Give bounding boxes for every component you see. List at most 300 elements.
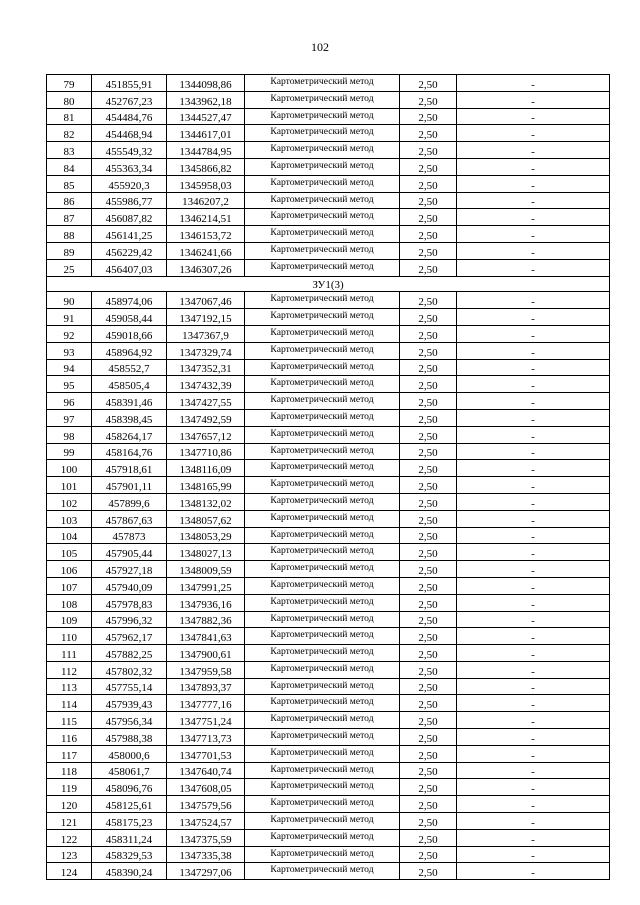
y-coordinate-cell: 1347352,31 [167,359,245,376]
table-row [47,376,610,393]
x-coordinate-cell: 458000,6 [92,745,167,762]
method-cell: Картометрический метод [245,762,400,779]
table-row [47,527,610,544]
y-coordinate-cell: 1347701,53 [167,745,245,762]
table-row [47,443,610,460]
table-row [47,661,610,678]
y-coordinate-cell: 1347608,05 [167,779,245,796]
note-cell: - [457,108,610,125]
y-coordinate-cell: 1346153,72 [167,226,245,243]
accuracy-cell: 2,50 [400,712,457,729]
note-cell: - [457,259,610,276]
point-number-cell: 114 [47,695,92,712]
x-coordinate-cell: 454468,94 [92,125,167,142]
note-cell: - [457,242,610,259]
y-coordinate-cell: 1348116,09 [167,460,245,477]
x-coordinate-cell: 458391,46 [92,393,167,410]
table-row [47,175,610,192]
x-coordinate-cell: 452767,23 [92,91,167,108]
point-number-cell: 96 [47,393,92,410]
note-cell: - [457,209,610,226]
method-cell: Картометрический метод [245,829,400,846]
x-coordinate-cell: 456087,82 [92,209,167,226]
x-coordinate-cell: 458264,17 [92,426,167,443]
accuracy-cell: 2,50 [400,695,457,712]
y-coordinate-cell: 1346214,51 [167,209,245,226]
point-number-cell: 110 [47,628,92,645]
y-coordinate-cell: 1347432,39 [167,376,245,393]
x-coordinate-cell: 458552,7 [92,359,167,376]
point-number-cell: 97 [47,409,92,426]
x-coordinate-cell: 458164,76 [92,443,167,460]
x-coordinate-cell: 454484,76 [92,108,167,125]
note-cell: - [457,142,610,159]
x-coordinate-cell: 457940,09 [92,577,167,594]
method-cell: Картометрический метод [245,510,400,527]
y-coordinate-cell: 1348132,02 [167,493,245,510]
y-coordinate-cell: 1347893,37 [167,678,245,695]
method-cell: Картометрический метод [245,192,400,209]
accuracy-cell: 2,50 [400,577,457,594]
x-coordinate-cell: 459018,66 [92,325,167,342]
y-coordinate-cell: 1348009,59 [167,561,245,578]
table-row [47,712,610,729]
table-row [47,125,610,142]
y-coordinate-cell: 1347777,16 [167,695,245,712]
point-number-cell: 106 [47,561,92,578]
accuracy-cell: 2,50 [400,158,457,175]
note-cell: - [457,661,610,678]
method-cell: Картометрический метод [245,645,400,662]
accuracy-cell: 2,50 [400,493,457,510]
x-coordinate-cell: 457918,61 [92,460,167,477]
x-coordinate-cell: 455363,34 [92,158,167,175]
point-number-cell: 80 [47,91,92,108]
method-cell: Картометрический метод [245,577,400,594]
method-cell: Картометрический метод [245,729,400,746]
y-coordinate-cell: 1347991,25 [167,577,245,594]
accuracy-cell: 2,50 [400,142,457,159]
accuracy-cell: 2,50 [400,594,457,611]
point-number-cell: 109 [47,611,92,628]
note-cell: - [457,325,610,342]
method-cell: Картометрический метод [245,561,400,578]
y-coordinate-cell: 1347427,55 [167,393,245,410]
x-coordinate-cell: 458329,53 [92,846,167,863]
x-coordinate-cell: 457962,17 [92,628,167,645]
note-cell: - [457,594,610,611]
point-number-cell: 102 [47,493,92,510]
accuracy-cell: 2,50 [400,443,457,460]
table-row [47,91,610,108]
point-number-cell: 100 [47,460,92,477]
accuracy-cell: 2,50 [400,745,457,762]
note-cell: - [457,443,610,460]
point-number-cell: 84 [47,158,92,175]
point-number-cell: 101 [47,477,92,494]
note-cell: - [457,376,610,393]
method-cell: Картометрический метод [245,796,400,813]
section-row [47,276,610,292]
x-coordinate-cell: 457939,43 [92,695,167,712]
note-cell: - [457,158,610,175]
table-row [47,192,610,209]
method-cell: Картометрический метод [245,426,400,443]
method-cell: Картометрический метод [245,226,400,243]
method-cell: Картометрический метод [245,460,400,477]
y-coordinate-cell: 1347751,24 [167,712,245,729]
y-coordinate-cell: 1347841,63 [167,628,245,645]
accuracy-cell: 2,50 [400,846,457,863]
method-cell: Картометрический метод [245,779,400,796]
table-row [47,813,610,830]
point-number-cell: 91 [47,309,92,326]
x-coordinate-cell: 457882,25 [92,645,167,662]
x-coordinate-cell: 457927,18 [92,561,167,578]
method-cell: Картометрический метод [245,75,400,92]
x-coordinate-cell: 457899,6 [92,493,167,510]
point-number-cell: 86 [47,192,92,209]
y-coordinate-cell: 1347329,74 [167,342,245,359]
note-cell: - [457,226,610,243]
accuracy-cell: 2,50 [400,342,457,359]
point-number-cell: 85 [47,175,92,192]
table-row [47,510,610,527]
y-coordinate-cell: 1348057,62 [167,510,245,527]
accuracy-cell: 2,50 [400,75,457,92]
table-row [47,226,610,243]
method-cell: Картометрический метод [245,91,400,108]
y-coordinate-cell: 1348027,13 [167,544,245,561]
x-coordinate-cell: 457996,32 [92,611,167,628]
method-cell: Картометрический метод [245,813,400,830]
y-coordinate-cell: 1344098,86 [167,75,245,92]
y-coordinate-cell: 1347524,57 [167,813,245,830]
accuracy-cell: 2,50 [400,91,457,108]
point-number-cell: 121 [47,813,92,830]
y-coordinate-cell: 1347067,46 [167,292,245,309]
accuracy-cell: 2,50 [400,628,457,645]
y-coordinate-cell: 1346307,26 [167,259,245,276]
table-row [47,493,610,510]
x-coordinate-cell: 451855,91 [92,75,167,92]
method-cell: Картометрический метод [245,628,400,645]
y-coordinate-cell: 1348165,99 [167,477,245,494]
note-cell: - [457,645,610,662]
accuracy-cell: 2,50 [400,226,457,243]
accuracy-cell: 2,50 [400,259,457,276]
method-cell: Картометрический метод [245,544,400,561]
point-number-cell: 82 [47,125,92,142]
method-cell: Картометрический метод [245,325,400,342]
accuracy-cell: 2,50 [400,325,457,342]
point-number-cell: 89 [47,242,92,259]
y-coordinate-cell: 1343962,18 [167,91,245,108]
x-coordinate-cell: 455549,32 [92,142,167,159]
y-coordinate-cell: 1347710,86 [167,443,245,460]
accuracy-cell: 2,50 [400,426,457,443]
y-coordinate-cell: 1347192,15 [167,309,245,326]
x-coordinate-cell: 458096,76 [92,779,167,796]
method-cell: Картометрический метод [245,158,400,175]
note-cell: - [457,863,610,880]
table-row [47,460,610,477]
accuracy-cell: 2,50 [400,409,457,426]
note-cell: - [457,611,610,628]
accuracy-cell: 2,50 [400,292,457,309]
table-row [47,325,610,342]
x-coordinate-cell: 458398,45 [92,409,167,426]
method-cell: Картометрический метод [245,108,400,125]
point-number-cell: 93 [47,342,92,359]
accuracy-cell: 2,50 [400,108,457,125]
note-cell: - [457,527,610,544]
y-coordinate-cell: 1347713,73 [167,729,245,746]
point-number-cell: 87 [47,209,92,226]
point-number-cell: 90 [47,292,92,309]
point-number-cell: 124 [47,863,92,880]
method-cell: Картометрический метод [245,376,400,393]
coordinates-table [46,74,610,880]
note-cell: - [457,91,610,108]
note-cell: - [457,762,610,779]
table-row [47,779,610,796]
x-coordinate-cell: 458311,24 [92,829,167,846]
table-row [47,561,610,578]
y-coordinate-cell: 1347297,06 [167,863,245,880]
note-cell: - [457,477,610,494]
table-row [47,796,610,813]
x-coordinate-cell: 458061,7 [92,762,167,779]
accuracy-cell: 2,50 [400,192,457,209]
accuracy-cell: 2,50 [400,863,457,880]
y-coordinate-cell: 1346241,66 [167,242,245,259]
method-cell: Картометрический метод [245,661,400,678]
point-number-cell: 108 [47,594,92,611]
x-coordinate-cell: 457802,32 [92,661,167,678]
x-coordinate-cell: 457873 [92,527,167,544]
accuracy-cell: 2,50 [400,796,457,813]
point-number-cell: 94 [47,359,92,376]
accuracy-cell: 2,50 [400,175,457,192]
point-number-cell: 116 [47,729,92,746]
y-coordinate-cell: 1347657,12 [167,426,245,443]
table-row [47,695,610,712]
table-row [47,342,610,359]
point-number-cell: 92 [47,325,92,342]
accuracy-cell: 2,50 [400,209,457,226]
table-row [47,628,610,645]
x-coordinate-cell: 458974,06 [92,292,167,309]
method-cell: Картометрический метод [245,125,400,142]
point-number-cell: 111 [47,645,92,662]
x-coordinate-cell: 457978,83 [92,594,167,611]
accuracy-cell: 2,50 [400,544,457,561]
point-number-cell: 115 [47,712,92,729]
table-row [47,678,610,695]
y-coordinate-cell: 1344784,95 [167,142,245,159]
method-cell: Картометрический метод [245,527,400,544]
x-coordinate-cell: 458125,61 [92,796,167,813]
method-cell: Картометрический метод [245,142,400,159]
accuracy-cell: 2,50 [400,645,457,662]
accuracy-cell: 2,50 [400,527,457,544]
y-coordinate-cell: 1345958,03 [167,175,245,192]
y-coordinate-cell: 1347640,74 [167,762,245,779]
note-cell: - [457,695,610,712]
accuracy-cell: 2,50 [400,813,457,830]
note-cell: - [457,628,610,645]
point-number-cell: 113 [47,678,92,695]
point-number-cell: 81 [47,108,92,125]
point-number-cell: 103 [47,510,92,527]
accuracy-cell: 2,50 [400,242,457,259]
table-row [47,477,610,494]
point-number-cell: 117 [47,745,92,762]
table-row [47,863,610,880]
method-cell: Картометрический метод [245,393,400,410]
point-number-cell: 122 [47,829,92,846]
y-coordinate-cell: 1347936,16 [167,594,245,611]
method-cell: Картометрический метод [245,443,400,460]
point-number-cell: 119 [47,779,92,796]
table-row [47,762,610,779]
point-number-cell: 25 [47,259,92,276]
y-coordinate-cell: 1348053,29 [167,527,245,544]
method-cell: Картометрический метод [245,259,400,276]
table-row [47,142,610,159]
x-coordinate-cell: 457867,63 [92,510,167,527]
note-cell: - [457,510,610,527]
x-coordinate-cell: 457956,34 [92,712,167,729]
method-cell: Картометрический метод [245,846,400,863]
method-cell: Картометрический метод [245,611,400,628]
x-coordinate-cell: 458505,4 [92,376,167,393]
note-cell: - [457,75,610,92]
y-coordinate-cell: 1345866,82 [167,158,245,175]
table-row [47,75,610,92]
note-cell: - [457,544,610,561]
method-cell: Картометрический метод [245,409,400,426]
y-coordinate-cell: 1347959,58 [167,661,245,678]
point-number-cell: 105 [47,544,92,561]
x-coordinate-cell: 458390,24 [92,863,167,880]
point-number-cell: 79 [47,75,92,92]
x-coordinate-cell: 456407,03 [92,259,167,276]
table-row [47,544,610,561]
accuracy-cell: 2,50 [400,393,457,410]
accuracy-cell: 2,50 [400,661,457,678]
x-coordinate-cell: 458175,23 [92,813,167,830]
y-coordinate-cell: 1346207,2 [167,192,245,209]
x-coordinate-cell: 455986,77 [92,192,167,209]
section-label: ЗУ1(3) [47,276,610,292]
accuracy-cell: 2,50 [400,359,457,376]
note-cell: - [457,359,610,376]
y-coordinate-cell: 1347335,38 [167,846,245,863]
table-row [47,426,610,443]
note-cell: - [457,779,610,796]
accuracy-cell: 2,50 [400,125,457,142]
table-row [47,242,610,259]
table-row [47,846,610,863]
method-cell: Картометрический метод [245,242,400,259]
accuracy-cell: 2,50 [400,729,457,746]
method-cell: Картометрический метод [245,678,400,695]
accuracy-cell: 2,50 [400,678,457,695]
y-coordinate-cell: 1347882,36 [167,611,245,628]
point-number-cell: 112 [47,661,92,678]
table-row [47,645,610,662]
accuracy-cell: 2,50 [400,510,457,527]
note-cell: - [457,125,610,142]
note-cell: - [457,409,610,426]
table-row [47,409,610,426]
note-cell: - [457,292,610,309]
note-cell: - [457,796,610,813]
note-cell: - [457,493,610,510]
x-coordinate-cell: 457901,11 [92,477,167,494]
point-number-cell: 83 [47,142,92,159]
point-number-cell: 88 [47,226,92,243]
x-coordinate-cell: 455920,3 [92,175,167,192]
method-cell: Картометрический метод [245,477,400,494]
note-cell: - [457,577,610,594]
table-row [47,209,610,226]
method-cell: Картометрический метод [245,493,400,510]
point-number-cell: 118 [47,762,92,779]
point-number-cell: 123 [47,846,92,863]
note-cell: - [457,309,610,326]
table-row [47,259,610,276]
accuracy-cell: 2,50 [400,477,457,494]
x-coordinate-cell: 457755,14 [92,678,167,695]
table-row [47,729,610,746]
method-cell: Картометрический метод [245,292,400,309]
table-row [47,393,610,410]
table-row [47,309,610,326]
x-coordinate-cell: 457988,38 [92,729,167,746]
accuracy-cell: 2,50 [400,561,457,578]
note-cell: - [457,846,610,863]
page-number: 102 [311,40,329,54]
method-cell: Картометрический метод [245,594,400,611]
point-number-cell: 98 [47,426,92,443]
note-cell: - [457,460,610,477]
x-coordinate-cell: 457905,44 [92,544,167,561]
table-row [47,158,610,175]
point-number-cell: 95 [47,376,92,393]
x-coordinate-cell: 456141,25 [92,226,167,243]
point-number-cell: 104 [47,527,92,544]
accuracy-cell: 2,50 [400,309,457,326]
note-cell: - [457,829,610,846]
method-cell: Картометрический метод [245,175,400,192]
method-cell: Картометрический метод [245,342,400,359]
x-coordinate-cell: 456229,42 [92,242,167,259]
y-coordinate-cell: 1347367,9 [167,325,245,342]
table-row [47,829,610,846]
method-cell: Картометрический метод [245,712,400,729]
note-cell: - [457,712,610,729]
table-row [47,745,610,762]
y-coordinate-cell: 1347492,59 [167,409,245,426]
y-coordinate-cell: 1344527,47 [167,108,245,125]
accuracy-cell: 2,50 [400,611,457,628]
point-number-cell: 120 [47,796,92,813]
y-coordinate-cell: 1344617,01 [167,125,245,142]
table-row [47,577,610,594]
